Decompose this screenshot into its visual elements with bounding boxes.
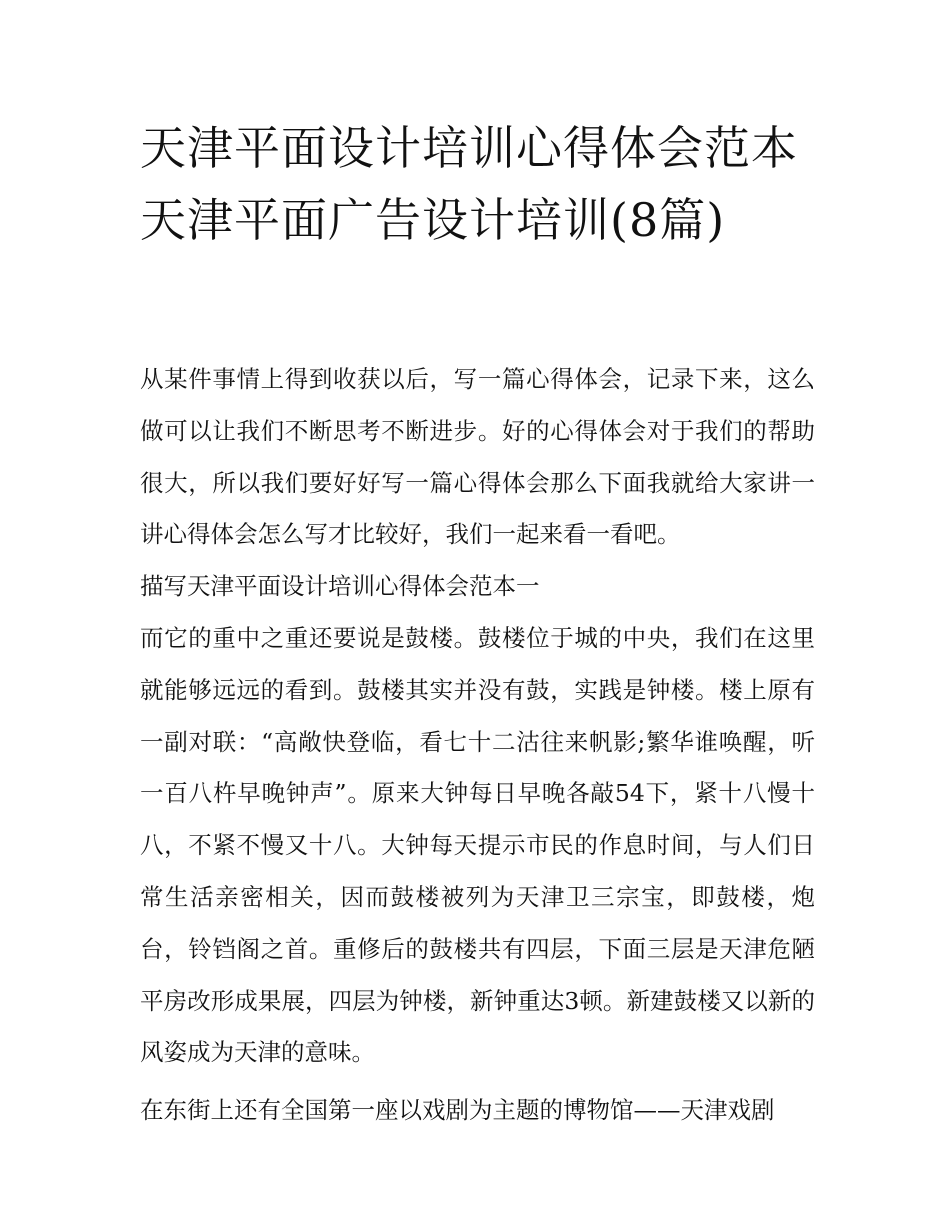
document-body [140,354,815,1137]
document-title: 天津平面设计培训心得体会范本 天津平面广告设计培训(8篇) [140,121,798,247]
document-page [140,0,815,1229]
body-paragraph-1: 而它的重中之重还要说是鼓楼。鼓楼位于城的中央，我们在这里就能够远远的看到。鼓楼其实并没有鼓，实践是钟楼。楼上原有一副对联：“高敞快登临，看七十二沽往来帆影;繁华谁唤醒，听一百八杵早晚钟声”。原来大钟每日早晚各敲54下，紧十八慢十八，不紧不慢又十八。大钟每天提示市民的作息时间，与人们日常生活亲密相关，因而鼓楼被列为天津卫三宗宝，即鼓楼，炮台，铃铛阁之首。重修后的鼓楼共有四层，下面三层是天津危陋平房改形成果展，四层为钟楼，新钟重达3顿。新建鼓楼又以新的风姿成为天津的意味。 [140,623,815,1067]
body-paragraph-2: 在东街上还有全国第一座以戏剧为主题的博物馆——天津戏剧 [140,1096,775,1125]
intro-paragraph: 从某件事情上得到收获以后，写一篇心得体会，记录下来，这么做可以让我们不断思考不断进步。好的心得体会对于我们的帮助很大，所以我们要好好写一篇心得体会那么下面我就给大家讲一讲心得体会怎么写才比较好，我们一起来看一看吧。 [140,365,815,549]
section-heading: 描写天津平面设计培训心得体会范本一 [140,572,540,601]
